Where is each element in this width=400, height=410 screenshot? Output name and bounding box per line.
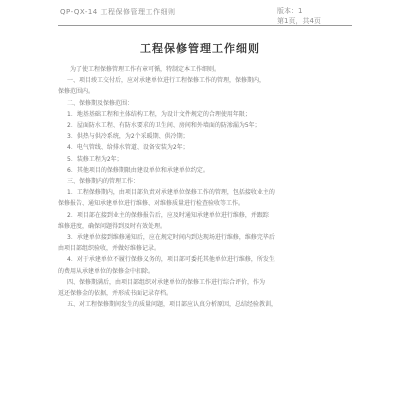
body-line: 五、对工程保修期间发生的质量问题，项目部应认真分析原因，总结经验教训， [67,301,278,309]
body-line: 四、保修期满后，由项目部组织对承建单位的保修工作进行综合评价，作为 [67,278,266,286]
body-line: 5．装修工程为2年； [67,155,123,163]
body-line: 保修报告、通知承建单位进行维修、对维修质量进行检查验收等工作。 [58,200,245,208]
header-doc-code: QP-QX-14 工程保修管理工作细则 [60,8,176,16]
body-line: 4．电气管线、给排水管道、设备安装为2年； [67,144,189,152]
body-line: 返还保修金的依据，并形成书面记录存档。 [58,290,173,298]
document-body [58,64,350,310]
body-line: 6．其他项目的保修期限由建设单位和承建单位约定。 [67,166,209,174]
body-line: 三、保修期内的管理工作： [67,178,140,186]
body-line: 二、保修期及保修范围： [67,99,134,107]
body-line: 3．供热与供冷系统，为2个采暖期、供冷期； [67,133,189,141]
body-line: 1．工程保修期内，由项目部负责对承建单位保修工作的管理，包括接收业主的 [67,189,275,197]
body-line: 2．项目部在接到业主的保修报告后，应及时通知承建单位进行维修，并跟踪 [67,211,269,219]
body-line: 4．对于承建单位不履行保修义务的，项目部可委托其他单位进行维修，所发生 [67,256,275,264]
body-line: 一、项目竣工交付后，应对承建单位进行工程保修工作的管理，保修期内， [67,77,266,85]
header-meta [277,6,321,26]
body-line: 为了使工程保修管理工作有章可循，特制定本工作细则。 [70,66,221,73]
document-title: 工程保修管理工作细则 [140,42,260,55]
header-divider [58,25,352,26]
header-page-number: 第1页，共4页 [277,17,321,25]
body-line: 的费用从承建单位的保修金中扣除。 [58,267,155,275]
body-line: 1．地基基础工程和主体结构工程，为设计文件规定的合理使用年限； [67,110,251,118]
header-version: 版本：1 [277,7,303,15]
body-line: 由项目部组织验收，并做好维修记录。 [58,245,161,253]
body-line: 3．承建单位接到维修通知后，应在规定时间内到达现场进行维修，维修完毕后 [67,234,275,242]
body-line: 保修范围内。 [58,88,95,96]
body-line: 维修进度，确保问题得到及时有效处理。 [58,222,167,230]
body-line: 2．屋面防水工程、有防水要求的卫生间、房间和外墙面的防渗漏为5年； [67,122,261,130]
